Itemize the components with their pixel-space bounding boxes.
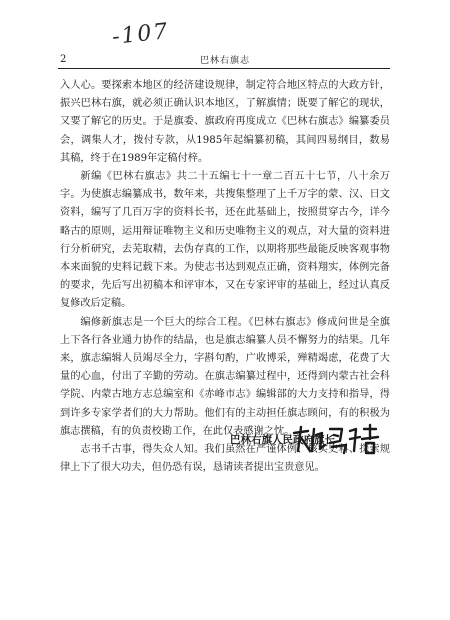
paragraph-closing: 志书千古事，得失众人知。我们虽然在严谨体例、核实史料、探索规律上下了很大功夫，但仍恐有误，恳请读者提出宝贵意见。 xyxy=(60,444,390,474)
paragraph-acknowledgements: 编修新旗志是一个巨大的综合工程。《巴林右旗志》修成问世是全旗上下各行各业通力协作的结晶，也是旗志编纂人员不懈努力的结果。几年来，旗志编辑人员竭尽全力，字斟句酌，广收博采，殚精竭虑，花费了大量的心血，付出了辛勤的劳动。在旗志编纂过程中，还得到内蒙古社会科学院、内蒙古地方志总编室和《赤峰市志》编辑部的大力支持和指导，得到许多专家学者们的大力帮助。他们有的主动担任旗志顾问，有的积极为旗志撰稿，有的负责校勘工作，在此仅表感谢之忱。 xyxy=(60,316,390,437)
running-title: 巴林右旗志 xyxy=(199,56,250,66)
handwritten-signature xyxy=(290,421,380,461)
paragraph-continuation: 入人心。要探索本地区的经济建设规律，制定符合地区特点的大政方针，振兴巴林右旗，就必须正确认识本地区，了解旗情；既要了解它的现状，又要了解它的历史。于是旗委、旗政府再度成立《巴林右旗志》编纂委员会，调集人才，拨付专款，从1985年起编纂初稿，其间四易纲目，数易其稿，终于在1989年定稿付梓。 xyxy=(60,80,390,164)
signature-block xyxy=(230,425,410,475)
body-text xyxy=(60,77,390,477)
page-number: 2 xyxy=(60,54,67,65)
signatory-title: 巴林右旗人民政府旗长 xyxy=(230,434,335,446)
handwritten-page-mark: -107 xyxy=(110,19,171,50)
paragraph-compilation: 新编《巴林右旗志》共二十五编七十一章二百五十七节，八十余万字。为使旗志编纂成书，数年来，共搜集整理了上千万字的蒙、汉、日文资料，编写了几百万字的资料长书，还在此基础上，按照贯穿古今，详今略古的原则，运用辩证唯物主义和历史唯物主义的观点，对大量的资料进行分析研究，去芜取精，去伪存真的工作，以期将那些最能反映客观事物本来面貌的史料记载下来。为使志书达到观点正确，资料翔实，体例完备的要求，先后写出初稿本和评审本，又在专家评审的基础上，经过认真反复修改后定稿。 xyxy=(60,171,390,310)
header-rule xyxy=(58,68,390,69)
